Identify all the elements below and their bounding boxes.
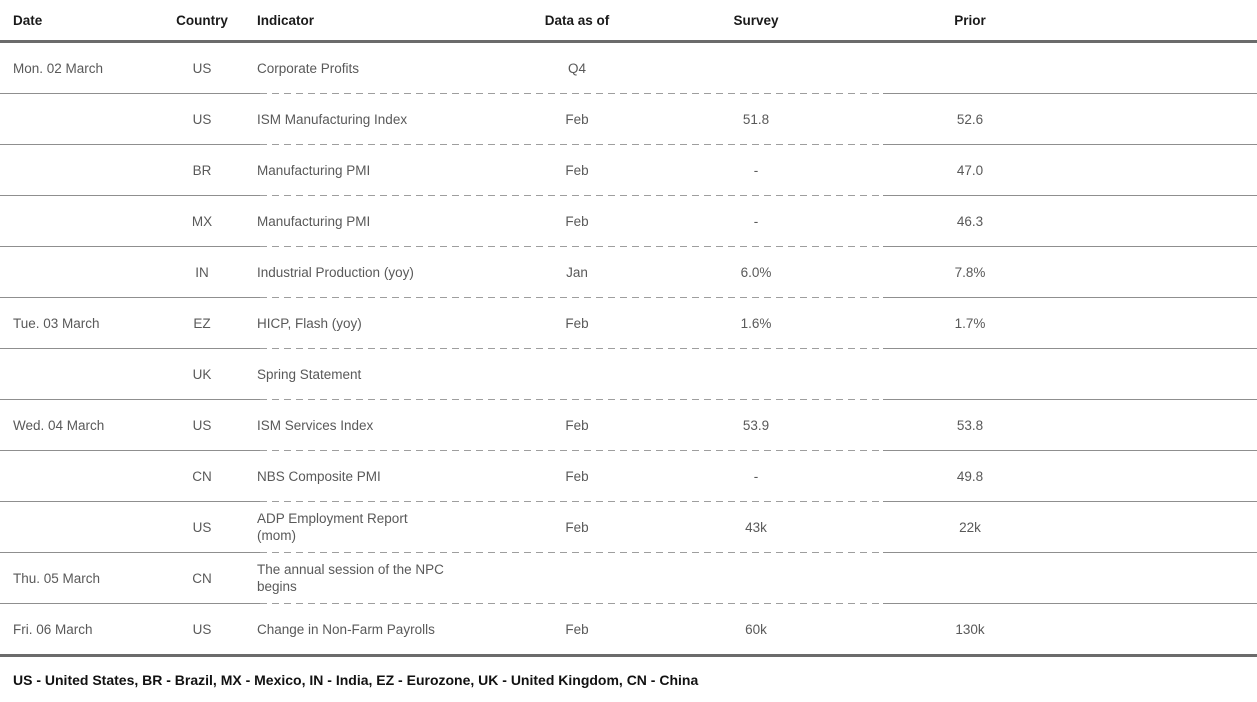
- survey-cell: -: [753, 213, 759, 229]
- indicator-cell: The annual session of the NPC begins: [257, 562, 444, 594]
- divider-solid-right-segment: [883, 501, 1257, 502]
- row-divider: [0, 603, 1257, 604]
- table-row: [0, 247, 1257, 297]
- divider-solid-left-segment: [0, 501, 260, 502]
- divider-dashed-segment: [260, 348, 883, 349]
- indicator-cell: Manufacturing PMI: [257, 162, 371, 178]
- indicator-cell: Manufacturing PMI: [257, 213, 371, 229]
- row-divider: [0, 93, 1257, 94]
- country-cell: UK: [192, 366, 212, 382]
- table-row: [0, 349, 1257, 399]
- indicator-cell: HICP, Flash (yoy): [257, 315, 362, 331]
- prior-cell: 7.8%: [954, 264, 986, 280]
- table-row: [0, 196, 1257, 246]
- divider-solid-right-segment: [883, 552, 1257, 553]
- indicator-cell: Change in Non-Farm Payrolls: [257, 621, 435, 637]
- data-as-of-cell: Feb: [565, 315, 589, 331]
- row-divider: [0, 450, 1257, 451]
- column-header-indicator: Indicator: [257, 12, 315, 28]
- survey-cell: 6.0%: [740, 264, 772, 280]
- country-cell: US: [192, 519, 212, 535]
- data-as-of-cell: Feb: [565, 213, 589, 229]
- divider-dashed-segment: [260, 195, 883, 196]
- prior-cell: 53.8: [956, 417, 984, 433]
- divider-solid-left-segment: [0, 603, 260, 604]
- country-cell: IN: [195, 264, 209, 280]
- divider-solid-right-segment: [883, 246, 1257, 247]
- divider-solid-left-segment: [0, 399, 260, 400]
- column-header-data-as-of: Data as of: [544, 12, 610, 28]
- divider-solid-right-segment: [883, 603, 1257, 604]
- divider-dashed-segment: [260, 297, 883, 298]
- data-as-of-cell: Feb: [565, 162, 589, 178]
- survey-cell: 1.6%: [740, 315, 772, 331]
- divider-solid-right-segment: [883, 93, 1257, 94]
- table-row: [0, 451, 1257, 501]
- divider-dashed-segment: [260, 552, 883, 553]
- survey-cell: 51.8: [742, 111, 770, 127]
- column-header-country: Country: [176, 12, 228, 28]
- survey-cell: -: [753, 162, 759, 178]
- divider-dashed-segment: [260, 450, 883, 451]
- divider-solid-left-segment: [0, 246, 260, 247]
- indicator-cell: Corporate Profits: [257, 60, 360, 76]
- divider-solid-right-segment: [883, 348, 1257, 349]
- data-as-of-cell: Jan: [566, 264, 588, 280]
- survey-cell: 60k: [745, 621, 767, 637]
- data-as-of-cell: Feb: [565, 417, 589, 433]
- country-cell: US: [192, 621, 212, 637]
- country-cell: CN: [192, 468, 212, 484]
- row-divider: [0, 552, 1257, 553]
- date-cell: Wed. 04 March: [13, 417, 105, 433]
- indicator-cell: Spring Statement: [257, 366, 362, 382]
- column-header-survey: Survey: [733, 12, 779, 28]
- divider-dashed-segment: [260, 501, 883, 502]
- row-divider: [0, 297, 1257, 298]
- row-divider: [0, 399, 1257, 400]
- column-header-date: Date: [13, 12, 43, 28]
- table-row: [0, 298, 1257, 348]
- divider-solid-right-segment: [883, 144, 1257, 145]
- divider-solid-left-segment: [0, 93, 260, 94]
- divider-solid-left-segment: [0, 144, 260, 145]
- divider-solid-right-segment: [883, 195, 1257, 196]
- data-as-of-cell: Feb: [565, 621, 589, 637]
- row-divider: [0, 348, 1257, 349]
- data-as-of-cell: Q4: [567, 60, 586, 76]
- divider-solid-left-segment: [0, 195, 260, 196]
- divider-dashed-segment: [260, 144, 883, 145]
- divider-solid-left-segment: [0, 297, 260, 298]
- country-cell: MX: [191, 213, 213, 229]
- table-row: [0, 604, 1257, 654]
- divider-dashed-segment: [260, 399, 883, 400]
- divider-solid-right-segment: [883, 450, 1257, 451]
- indicator-cell: NBS Composite PMI: [257, 468, 381, 484]
- divider-dashed-segment: [260, 93, 883, 94]
- date-cell: Fri. 06 March: [13, 621, 93, 637]
- country-cell: BR: [192, 162, 212, 178]
- indicator-cell: ADP Employment Report (mom): [257, 511, 408, 543]
- country-cell: CN: [192, 570, 212, 586]
- data-as-of-cell: Feb: [565, 519, 589, 535]
- prior-cell: 47.0: [956, 162, 984, 178]
- table-row: [0, 502, 1257, 552]
- table-row: [0, 553, 1257, 603]
- divider-solid-right-segment: [883, 399, 1257, 400]
- column-header-prior: Prior: [954, 12, 986, 28]
- prior-cell: 22k: [959, 519, 981, 535]
- data-as-of-cell: Feb: [565, 111, 589, 127]
- prior-cell: 130k: [955, 621, 985, 637]
- survey-cell: 53.9: [742, 417, 770, 433]
- table-row: [0, 43, 1257, 93]
- survey-cell: -: [753, 468, 759, 484]
- prior-cell: 46.3: [956, 213, 984, 229]
- divider-solid-left-segment: [0, 450, 260, 451]
- date-cell: Mon. 02 March: [13, 60, 104, 76]
- indicator-cell: ISM Services Index: [257, 417, 374, 433]
- table-body: [0, 43, 1257, 654]
- divider-solid-left-segment: [0, 348, 260, 349]
- row-divider: [0, 144, 1257, 145]
- table-row: [0, 145, 1257, 195]
- country-cell: US: [192, 60, 212, 76]
- country-cell: US: [192, 111, 212, 127]
- indicator-cell: Industrial Production (yoy): [257, 264, 414, 280]
- table-row: [0, 400, 1257, 450]
- prior-cell: 1.7%: [954, 315, 986, 331]
- divider-solid-left-segment: [0, 552, 260, 553]
- date-cell: Thu. 05 March: [13, 570, 101, 586]
- table-row: [0, 94, 1257, 144]
- divider-solid-right-segment: [883, 297, 1257, 298]
- country-codes-footnote: US - United States, BR - Brazil, MX - Mexico, IN - India, EZ - Eurozone, UK - United Kingdom, CN - China: [13, 672, 699, 688]
- country-cell: US: [192, 417, 212, 433]
- row-divider: [0, 195, 1257, 196]
- indicator-cell: ISM Manufacturing Index: [257, 111, 408, 127]
- data-as-of-cell: Feb: [565, 468, 589, 484]
- row-divider: [0, 246, 1257, 247]
- date-cell: Tue. 03 March: [13, 315, 100, 331]
- prior-cell: 49.8: [956, 468, 984, 484]
- survey-cell: 43k: [745, 519, 767, 535]
- prior-cell: 52.6: [956, 111, 984, 127]
- country-cell: EZ: [193, 315, 211, 331]
- divider-dashed-segment: [260, 603, 883, 604]
- table-header-row: [0, 0, 1257, 43]
- divider-dashed-segment: [260, 246, 883, 247]
- row-divider: [0, 501, 1257, 502]
